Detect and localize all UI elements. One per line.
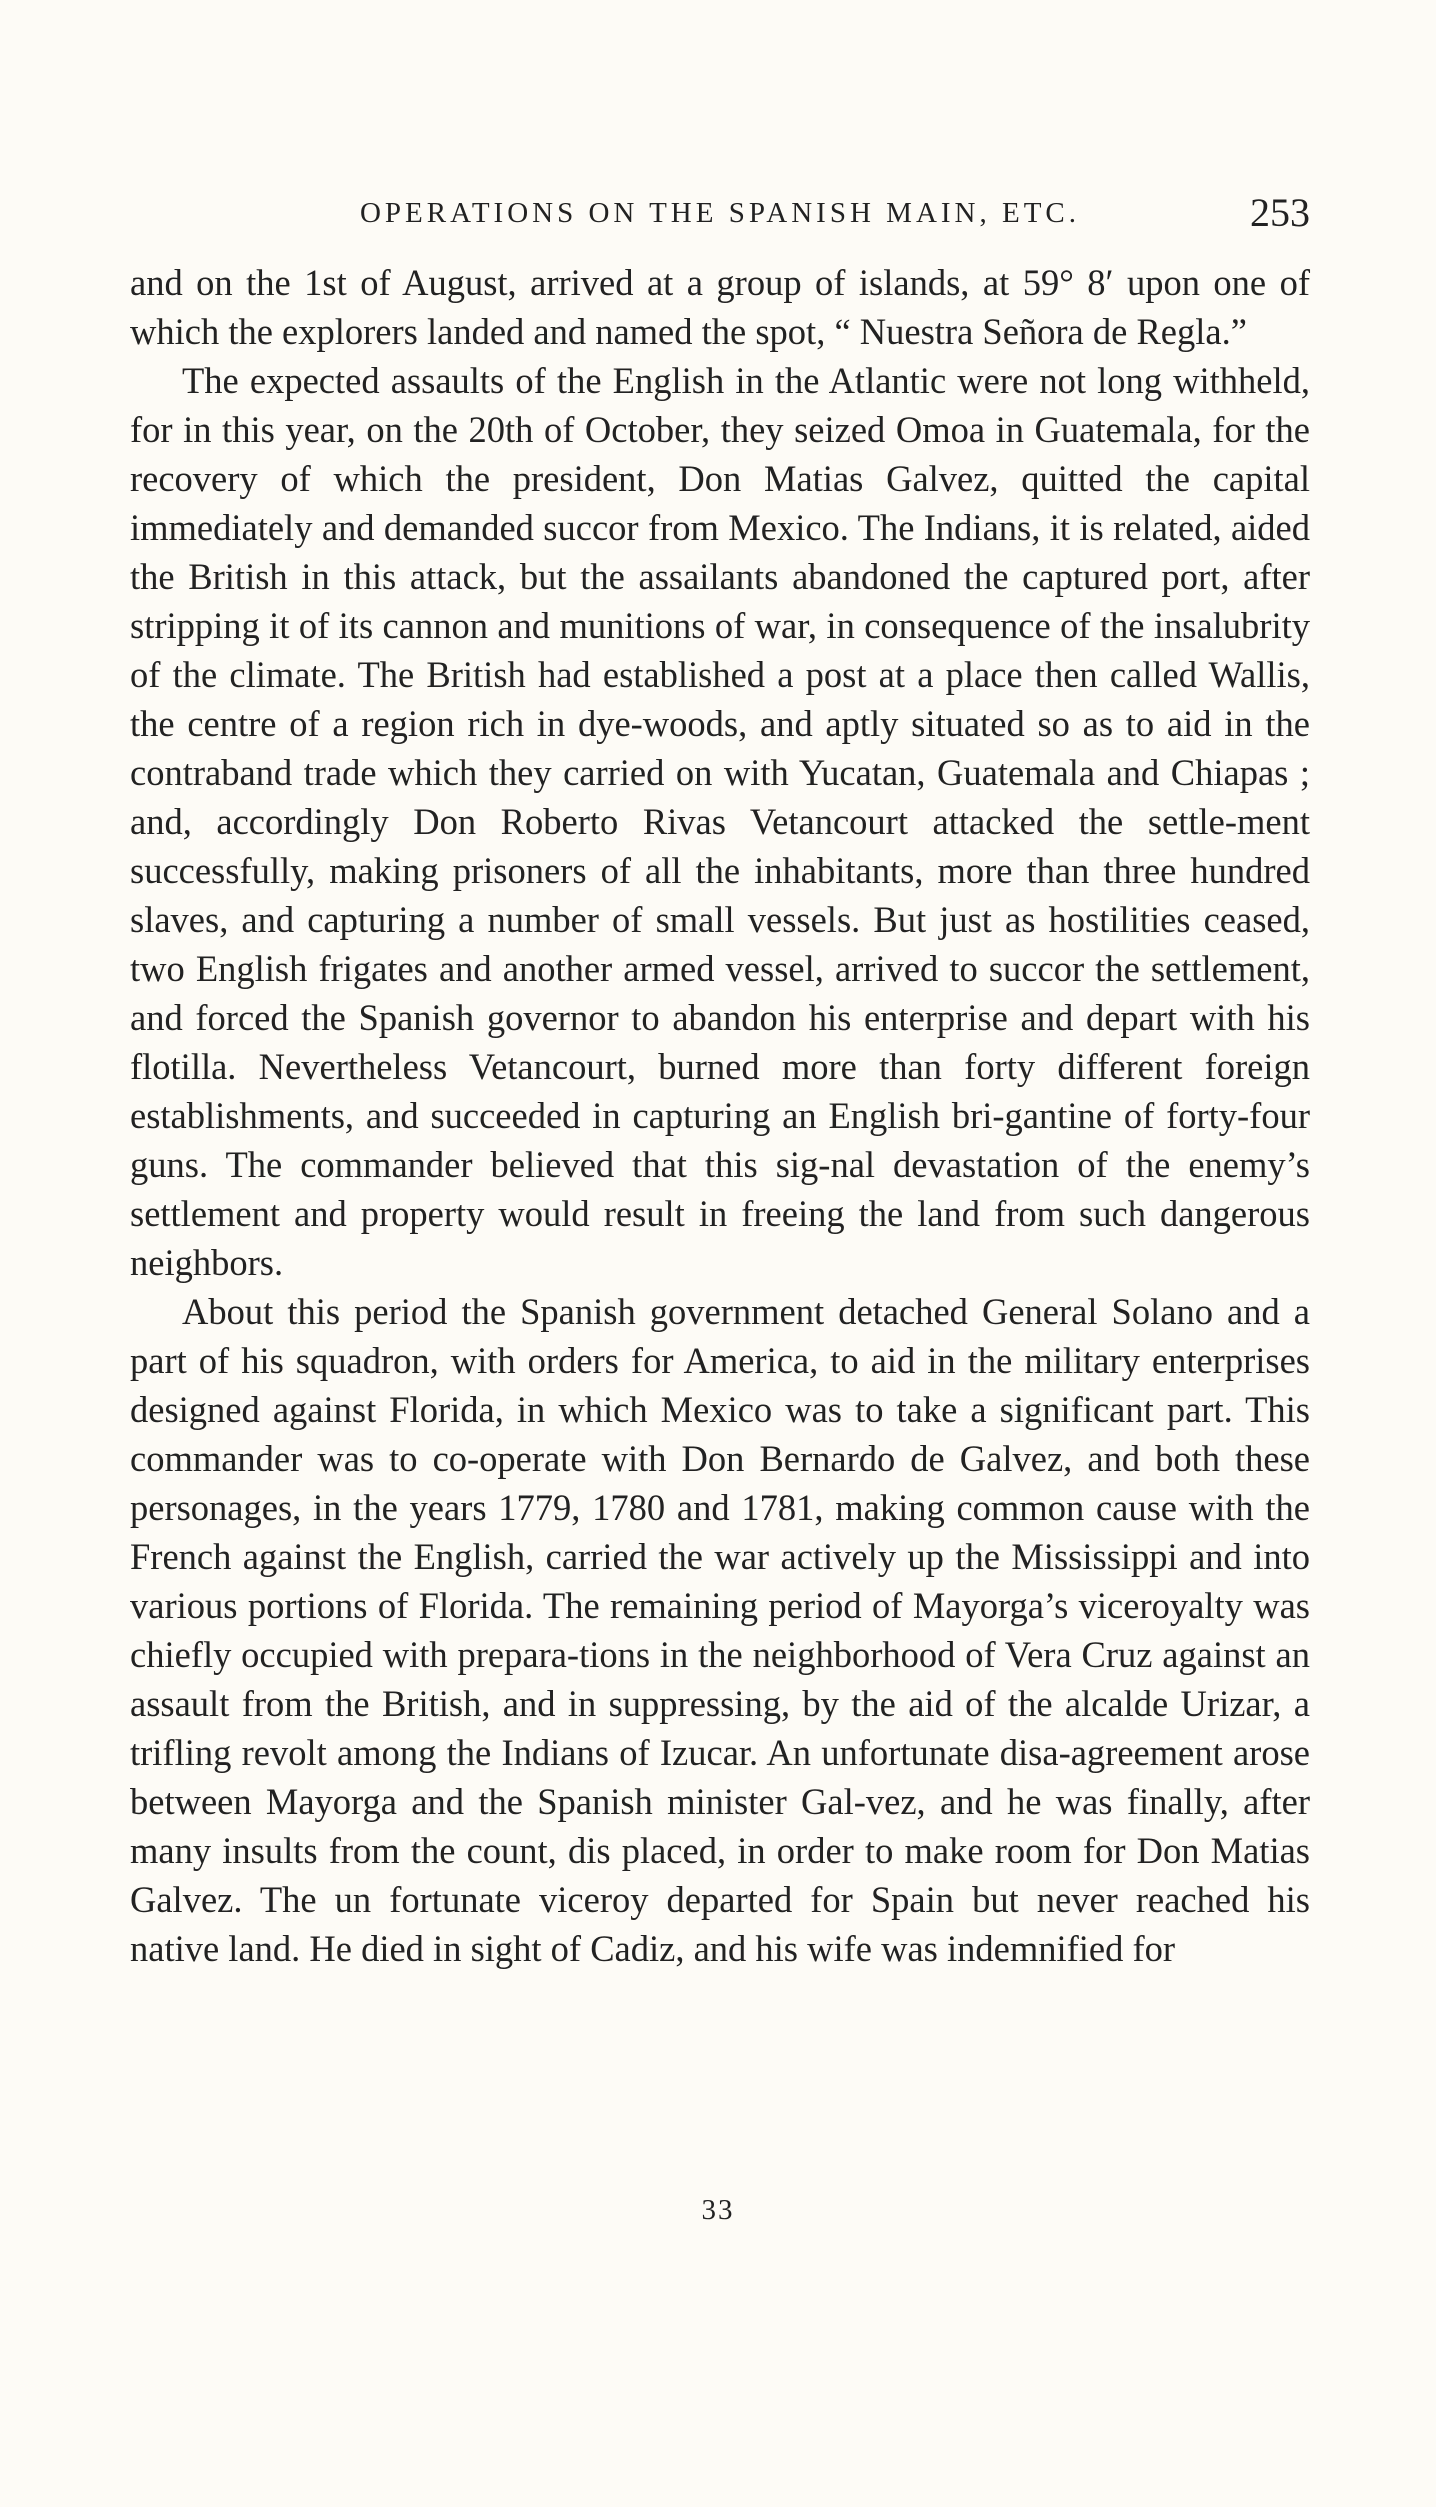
paragraph-solano-squadron: About this period the Spanish government detached General Solano and a part of his squadron, with orders for America, to aid in the military enterprises designed against Florida, in which Mexico was to take a significant part. This commander was to co-operate with Don Bernardo de Galvez, and both these personages, in the years 1779, 1780 and 1781, making common cause with the French against the English, carried the war actively up the Mississippi and into various portions of Florida. The remaining period of Mayorga’s viceroyalty was chiefly occupied with prepara-tions in the neighborhood of Vera Cruz against an assault from the British, and in suppressing, by the aid of the alcalde Urizar, a trifling revolt among the Indians of Izucar. An unfortunate disa-agreement arose between Mayorga and the Spanish minister Gal-vez, and he was finally, after many insults from the count, dis placed, in order to make room for Don Matias Galvez. The un fortunate viceroy departed for Spain but never reached his native land. He died in sight of Cadiz, and his wife was indemnified for: [130, 1291, 1310, 1969]
paragraph-continuation: and on the 1st of August, arrived at a group of islands, at 59° 8′ upon one of which the explorers landed and named the spot, “ Nuestra Señora de Regla.”: [130, 262, 1310, 352]
body-text: [130, 258, 1310, 1973]
running-head: [130, 188, 1310, 238]
page-number: 253: [1250, 190, 1310, 235]
signature-mark: 33: [701, 2194, 735, 2226]
running-title: OPERATIONS ON THE SPANISH MAIN, ETC.: [359, 197, 1081, 229]
paragraph-english-assaults: The expected assaults of the English in the Atlantic were not long withheld, for in this year, on the 20th of October, they seized Omoa in Guatemala, for the recovery of which the president, Don Matias Galvez, quitted the capital immediately and demanded succor from Mexico. The Indians, it is related, aided the British in this attack, but the assailants abandoned the captured port, after stripping it of its cannon and munitions of war, in consequence of the insalubrity of the climate. The British had established a post at a place then called Wallis, the centre of a region rich in dye-woods, and aptly situated so as to aid in the contraband trade which they carried on with Yucatan, Guatemala and Chiapas ; and, accordingly Don Roberto Rivas Vetancourt attacked the settle-ment successfully, making prisoners of all the inhabitants, more than three hundred slaves, and capturing a number of small vessels. But just as hostilities ceased, two English frigates and another armed vessel, arrived to succor the settlement, and forced the Spanish governor to abandon his enterprise and depart with his flotilla. Nevertheless Vetancourt, burned more than forty different foreign establishments, and succeeded in capturing an English bri-gantine of forty-four guns. The commander believed that this sig-nal devastation of the enemy’s settlement and property would result in freeing the land from such dangerous neighbors.: [130, 360, 1310, 1283]
